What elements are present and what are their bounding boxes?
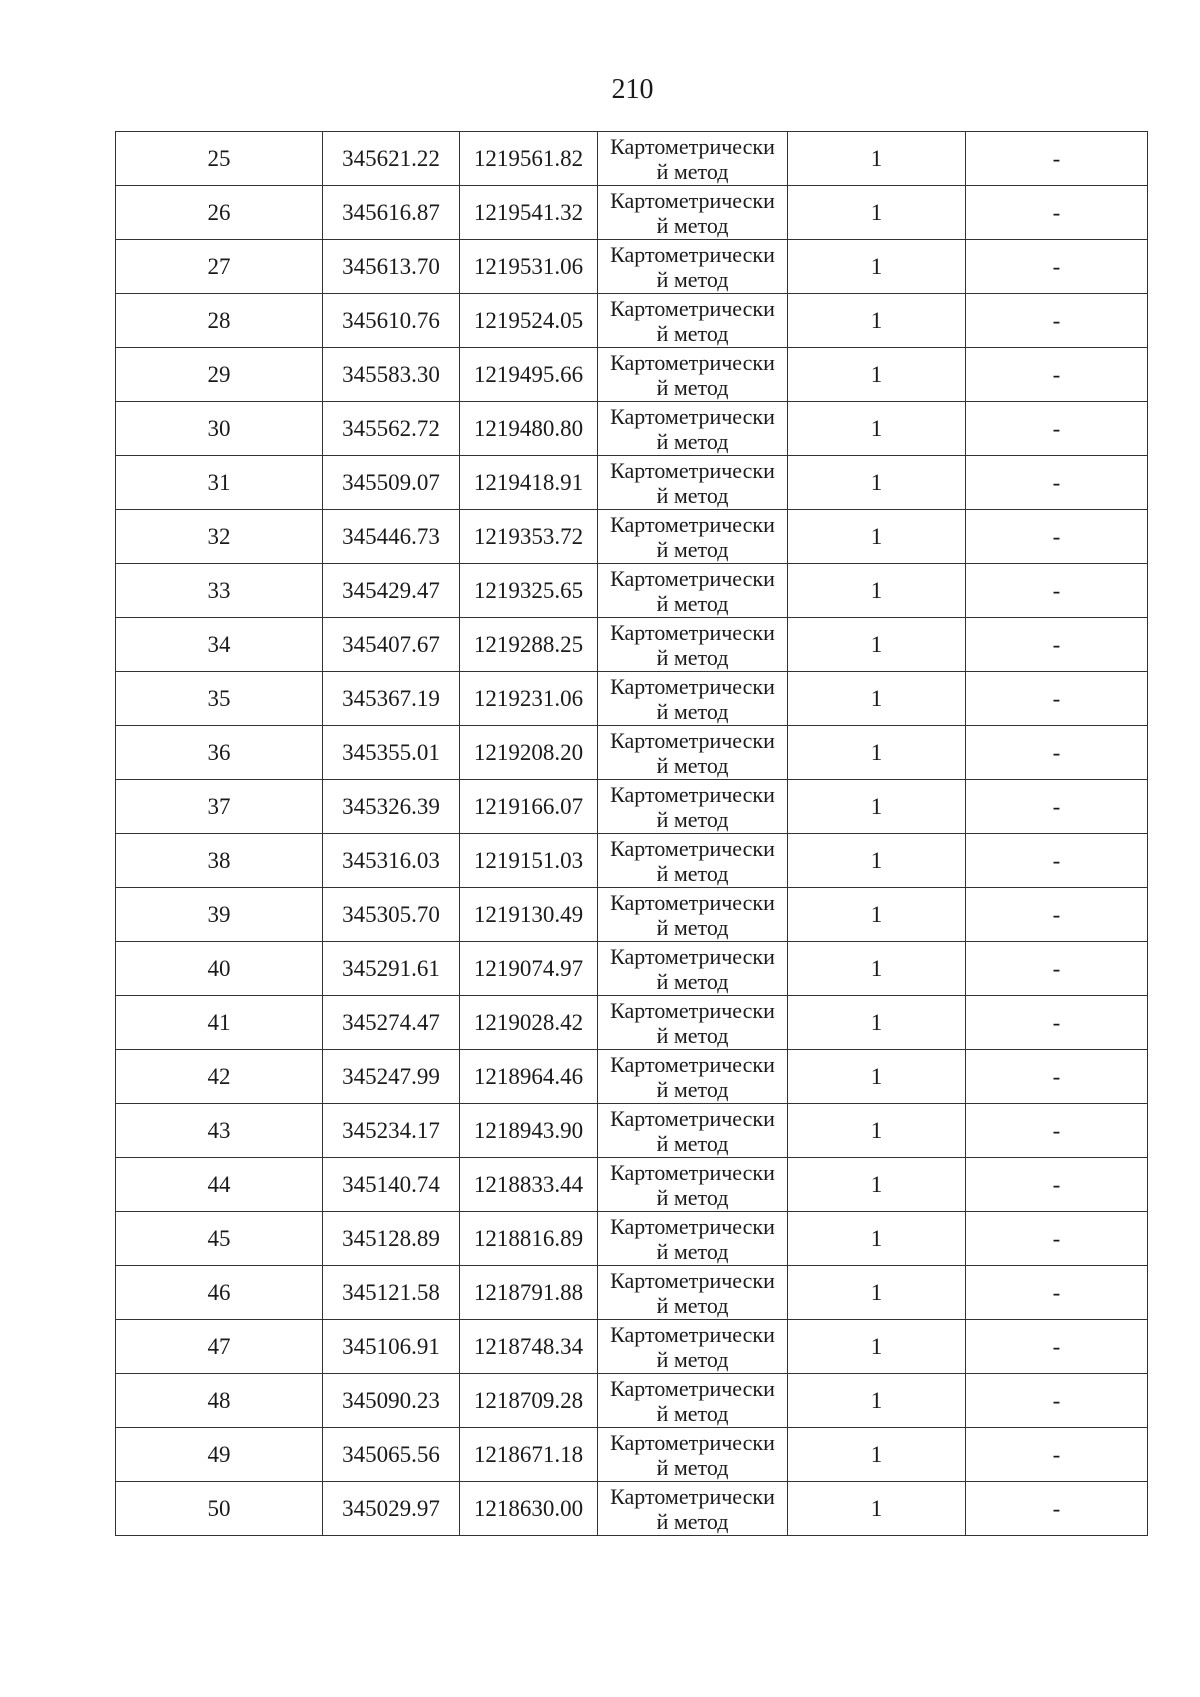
note-cell: - xyxy=(966,726,1148,780)
point-number-cell: 39 xyxy=(116,888,323,942)
method-text-line-2: й метод xyxy=(656,1346,729,1372)
table-row xyxy=(116,1050,1148,1104)
point-number-cell: 41 xyxy=(116,996,323,1050)
note-cell: - xyxy=(966,186,1148,240)
x-coordinate-cell: 345316.03 xyxy=(323,834,460,888)
x-coordinate-cell: 345610.76 xyxy=(323,294,460,348)
y-coordinate-cell: 1219561.82 xyxy=(460,132,598,186)
note-cell: - xyxy=(966,348,1148,402)
accuracy-cell: 1 xyxy=(788,456,966,510)
y-coordinate-cell: 1219524.05 xyxy=(460,294,598,348)
note-cell: - xyxy=(966,1374,1148,1428)
note-cell: - xyxy=(966,1158,1148,1212)
method-text-line-1: Картометрически xyxy=(610,1051,775,1077)
point-number-cell: 30 xyxy=(116,402,323,456)
point-number-cell: 47 xyxy=(116,1320,323,1374)
point-number-cell: 45 xyxy=(116,1212,323,1266)
method-text-line-2: й метод xyxy=(656,374,729,400)
accuracy-cell: 1 xyxy=(788,132,966,186)
table-row xyxy=(116,1266,1148,1320)
note-cell: - xyxy=(966,1482,1148,1536)
point-number-cell: 27 xyxy=(116,240,323,294)
table-row xyxy=(116,1428,1148,1482)
coordinates-table xyxy=(115,131,1148,1536)
y-coordinate-cell: 1218816.89 xyxy=(460,1212,598,1266)
method-cell xyxy=(598,1374,788,1428)
note-cell: - xyxy=(966,1212,1148,1266)
note-cell: - xyxy=(966,618,1148,672)
table-row xyxy=(116,672,1148,726)
x-coordinate-cell: 345291.61 xyxy=(323,942,460,996)
point-number-cell: 50 xyxy=(116,1482,323,1536)
y-coordinate-cell: 1219495.66 xyxy=(460,348,598,402)
method-text-line-2: й метод xyxy=(656,1076,729,1102)
method-text-line-1: Картометрически xyxy=(610,673,775,699)
x-coordinate-cell: 345367.19 xyxy=(323,672,460,726)
point-number-cell: 33 xyxy=(116,564,323,618)
y-coordinate-cell: 1219325.65 xyxy=(460,564,598,618)
accuracy-cell: 1 xyxy=(788,618,966,672)
method-text-line-1: Картометрически xyxy=(610,1213,775,1239)
note-cell: - xyxy=(966,672,1148,726)
method-text-line-2: й метод xyxy=(656,428,729,454)
accuracy-cell: 1 xyxy=(788,1158,966,1212)
x-coordinate-cell: 345274.47 xyxy=(323,996,460,1050)
method-cell xyxy=(598,1050,788,1104)
method-cell xyxy=(598,132,788,186)
table-row xyxy=(116,1104,1148,1158)
method-text-line-2: й метод xyxy=(656,1022,729,1048)
y-coordinate-cell: 1219541.32 xyxy=(460,186,598,240)
method-text-line-1: Картометрически xyxy=(610,1375,775,1401)
note-cell: - xyxy=(966,1266,1148,1320)
x-coordinate-cell: 345326.39 xyxy=(323,780,460,834)
accuracy-cell: 1 xyxy=(788,888,966,942)
method-text-line-1: Картометрически xyxy=(610,889,775,915)
x-coordinate-cell: 345355.01 xyxy=(323,726,460,780)
note-cell: - xyxy=(966,1050,1148,1104)
y-coordinate-cell: 1218943.90 xyxy=(460,1104,598,1158)
point-number-cell: 25 xyxy=(116,132,323,186)
method-text-line-1: Картометрически xyxy=(610,1429,775,1455)
accuracy-cell: 1 xyxy=(788,1212,966,1266)
accuracy-cell: 1 xyxy=(788,564,966,618)
y-coordinate-cell: 1219531.06 xyxy=(460,240,598,294)
method-text-line-2: й метод xyxy=(656,1508,729,1534)
method-text-line-1: Картометрически xyxy=(610,727,775,753)
note-cell: - xyxy=(966,510,1148,564)
y-coordinate-cell: 1218833.44 xyxy=(460,1158,598,1212)
point-number-cell: 44 xyxy=(116,1158,323,1212)
accuracy-cell: 1 xyxy=(788,834,966,888)
method-text-line-2: й метод xyxy=(656,266,729,292)
accuracy-cell: 1 xyxy=(788,402,966,456)
method-cell xyxy=(598,780,788,834)
note-cell: - xyxy=(966,942,1148,996)
y-coordinate-cell: 1219166.07 xyxy=(460,780,598,834)
note-cell: - xyxy=(966,456,1148,510)
point-number-cell: 36 xyxy=(116,726,323,780)
y-coordinate-cell: 1218791.88 xyxy=(460,1266,598,1320)
page-number: 210 xyxy=(611,74,654,105)
method-text-line-1: Картометрически xyxy=(610,943,775,969)
point-number-cell: 49 xyxy=(116,1428,323,1482)
accuracy-cell: 1 xyxy=(788,1482,966,1536)
table-row xyxy=(116,1212,1148,1266)
point-number-cell: 46 xyxy=(116,1266,323,1320)
y-coordinate-cell: 1219151.03 xyxy=(460,834,598,888)
table-row xyxy=(116,402,1148,456)
method-cell xyxy=(598,1320,788,1374)
method-text-line-2: й метод xyxy=(656,860,729,886)
x-coordinate-cell: 345090.23 xyxy=(323,1374,460,1428)
table-row xyxy=(116,996,1148,1050)
y-coordinate-cell: 1219074.97 xyxy=(460,942,598,996)
method-text-line-1: Картометрически xyxy=(610,349,775,375)
method-cell xyxy=(598,348,788,402)
method-text-line-2: й метод xyxy=(656,752,729,778)
method-text-line-1: Картометрически xyxy=(610,1159,775,1185)
x-coordinate-cell: 345446.73 xyxy=(323,510,460,564)
method-cell xyxy=(598,402,788,456)
point-number-cell: 32 xyxy=(116,510,323,564)
table-row xyxy=(116,456,1148,510)
method-text-line-1: Картометрически xyxy=(610,619,775,645)
accuracy-cell: 1 xyxy=(788,1266,966,1320)
y-coordinate-cell: 1219028.42 xyxy=(460,996,598,1050)
accuracy-cell: 1 xyxy=(788,1320,966,1374)
table-row xyxy=(116,240,1148,294)
method-cell xyxy=(598,888,788,942)
method-text-line-2: й метод xyxy=(656,482,729,508)
point-number-cell: 34 xyxy=(116,618,323,672)
x-coordinate-cell: 345247.99 xyxy=(323,1050,460,1104)
point-number-cell: 43 xyxy=(116,1104,323,1158)
method-cell xyxy=(598,1104,788,1158)
note-cell: - xyxy=(966,1320,1148,1374)
note-cell: - xyxy=(966,1428,1148,1482)
note-cell: - xyxy=(966,780,1148,834)
method-text-line-1: Картометрически xyxy=(610,403,775,429)
note-cell: - xyxy=(966,132,1148,186)
x-coordinate-cell: 345613.70 xyxy=(323,240,460,294)
y-coordinate-cell: 1219480.80 xyxy=(460,402,598,456)
accuracy-cell: 1 xyxy=(788,996,966,1050)
point-number-cell: 31 xyxy=(116,456,323,510)
method-text-line-1: Картометрически xyxy=(610,133,775,159)
x-coordinate-cell: 345106.91 xyxy=(323,1320,460,1374)
x-coordinate-cell: 345029.97 xyxy=(323,1482,460,1536)
table-row xyxy=(116,186,1148,240)
table-row xyxy=(116,1482,1148,1536)
method-text-line-1: Картометрически xyxy=(610,1483,775,1509)
method-cell xyxy=(598,618,788,672)
table-row xyxy=(116,564,1148,618)
point-number-cell: 35 xyxy=(116,672,323,726)
method-text-line-2: й метод xyxy=(656,536,729,562)
point-number-cell: 26 xyxy=(116,186,323,240)
method-text-line-2: й метод xyxy=(656,1238,729,1264)
accuracy-cell: 1 xyxy=(788,1104,966,1158)
point-number-cell: 42 xyxy=(116,1050,323,1104)
method-text-line-1: Картометрически xyxy=(610,457,775,483)
method-cell xyxy=(598,1266,788,1320)
method-text-line-2: й метод xyxy=(656,644,729,670)
method-text-line-1: Картометрически xyxy=(610,295,775,321)
accuracy-cell: 1 xyxy=(788,672,966,726)
method-text-line-2: й метод xyxy=(656,590,729,616)
point-number-cell: 28 xyxy=(116,294,323,348)
point-number-cell: 29 xyxy=(116,348,323,402)
y-coordinate-cell: 1219288.25 xyxy=(460,618,598,672)
x-coordinate-cell: 345583.30 xyxy=(323,348,460,402)
method-text-line-1: Картометрически xyxy=(610,835,775,861)
method-cell xyxy=(598,1428,788,1482)
method-text-line-1: Картометрически xyxy=(610,997,775,1023)
method-text-line-2: й метод xyxy=(656,1454,729,1480)
x-coordinate-cell: 345128.89 xyxy=(323,1212,460,1266)
x-coordinate-cell: 345065.56 xyxy=(323,1428,460,1482)
method-cell xyxy=(598,942,788,996)
table-row xyxy=(116,132,1148,186)
method-text-line-2: й метод xyxy=(656,1292,729,1318)
accuracy-cell: 1 xyxy=(788,1374,966,1428)
note-cell: - xyxy=(966,996,1148,1050)
table-row xyxy=(116,348,1148,402)
point-number-cell: 40 xyxy=(116,942,323,996)
note-cell: - xyxy=(966,294,1148,348)
method-cell xyxy=(598,186,788,240)
point-number-cell: 48 xyxy=(116,1374,323,1428)
x-coordinate-cell: 345509.07 xyxy=(323,456,460,510)
accuracy-cell: 1 xyxy=(788,186,966,240)
y-coordinate-cell: 1219418.91 xyxy=(460,456,598,510)
table-row xyxy=(116,1320,1148,1374)
x-coordinate-cell: 345621.22 xyxy=(323,132,460,186)
accuracy-cell: 1 xyxy=(788,294,966,348)
method-text-line-1: Картометрически xyxy=(610,1105,775,1131)
method-text-line-2: й метод xyxy=(656,698,729,724)
method-text-line-1: Картометрически xyxy=(610,187,775,213)
note-cell: - xyxy=(966,1104,1148,1158)
accuracy-cell: 1 xyxy=(788,348,966,402)
y-coordinate-cell: 1218709.28 xyxy=(460,1374,598,1428)
accuracy-cell: 1 xyxy=(788,780,966,834)
table-row xyxy=(116,1374,1148,1428)
method-cell xyxy=(598,672,788,726)
accuracy-cell: 1 xyxy=(788,1428,966,1482)
method-cell xyxy=(598,456,788,510)
note-cell: - xyxy=(966,888,1148,942)
method-cell xyxy=(598,564,788,618)
x-coordinate-cell: 345429.47 xyxy=(323,564,460,618)
x-coordinate-cell: 345234.17 xyxy=(323,1104,460,1158)
note-cell: - xyxy=(966,402,1148,456)
table-row xyxy=(116,510,1148,564)
method-cell xyxy=(598,726,788,780)
note-cell: - xyxy=(966,564,1148,618)
x-coordinate-cell: 345305.70 xyxy=(323,888,460,942)
method-text-line-1: Картометрически xyxy=(610,511,775,537)
x-coordinate-cell: 345407.67 xyxy=(323,618,460,672)
method-cell xyxy=(598,510,788,564)
method-text-line-1: Картометрически xyxy=(610,1321,775,1347)
accuracy-cell: 1 xyxy=(788,942,966,996)
method-text-line-1: Картометрически xyxy=(610,565,775,591)
method-text-line-2: й метод xyxy=(656,158,729,184)
method-cell xyxy=(598,1212,788,1266)
method-text-line-2: й метод xyxy=(656,914,729,940)
point-number-cell: 37 xyxy=(116,780,323,834)
x-coordinate-cell: 345616.87 xyxy=(323,186,460,240)
table-row xyxy=(116,1158,1148,1212)
method-text-line-2: й метод xyxy=(656,1130,729,1156)
y-coordinate-cell: 1219130.49 xyxy=(460,888,598,942)
method-text-line-2: й метод xyxy=(656,806,729,832)
y-coordinate-cell: 1218964.46 xyxy=(460,1050,598,1104)
method-cell xyxy=(598,294,788,348)
table-row xyxy=(116,942,1148,996)
note-cell: - xyxy=(966,240,1148,294)
y-coordinate-cell: 1219353.72 xyxy=(460,510,598,564)
x-coordinate-cell: 345121.58 xyxy=(323,1266,460,1320)
x-coordinate-cell: 345562.72 xyxy=(323,402,460,456)
table-row xyxy=(116,294,1148,348)
table-row xyxy=(116,834,1148,888)
table-row xyxy=(116,726,1148,780)
method-text-line-1: Картометрически xyxy=(610,241,775,267)
coordinates-table-body xyxy=(116,132,1148,1536)
method-text-line-1: Картометрически xyxy=(610,1267,775,1293)
table-row xyxy=(116,888,1148,942)
y-coordinate-cell: 1218630.00 xyxy=(460,1482,598,1536)
accuracy-cell: 1 xyxy=(788,1050,966,1104)
accuracy-cell: 1 xyxy=(788,240,966,294)
accuracy-cell: 1 xyxy=(788,726,966,780)
y-coordinate-cell: 1218748.34 xyxy=(460,1320,598,1374)
y-coordinate-cell: 1219231.06 xyxy=(460,672,598,726)
method-text-line-1: Картометрически xyxy=(610,781,775,807)
method-text-line-2: й метод xyxy=(656,1400,729,1426)
method-text-line-2: й метод xyxy=(656,320,729,346)
method-cell xyxy=(598,1482,788,1536)
method-cell xyxy=(598,1158,788,1212)
table-row xyxy=(116,618,1148,672)
method-cell xyxy=(598,240,788,294)
method-text-line-2: й метод xyxy=(656,968,729,994)
method-text-line-2: й метод xyxy=(656,1184,729,1210)
x-coordinate-cell: 345140.74 xyxy=(323,1158,460,1212)
method-cell xyxy=(598,834,788,888)
note-cell: - xyxy=(966,834,1148,888)
method-text-line-2: й метод xyxy=(656,212,729,238)
accuracy-cell: 1 xyxy=(788,510,966,564)
method-cell xyxy=(598,996,788,1050)
y-coordinate-cell: 1218671.18 xyxy=(460,1428,598,1482)
y-coordinate-cell: 1219208.20 xyxy=(460,726,598,780)
table-row xyxy=(116,780,1148,834)
point-number-cell: 38 xyxy=(116,834,323,888)
